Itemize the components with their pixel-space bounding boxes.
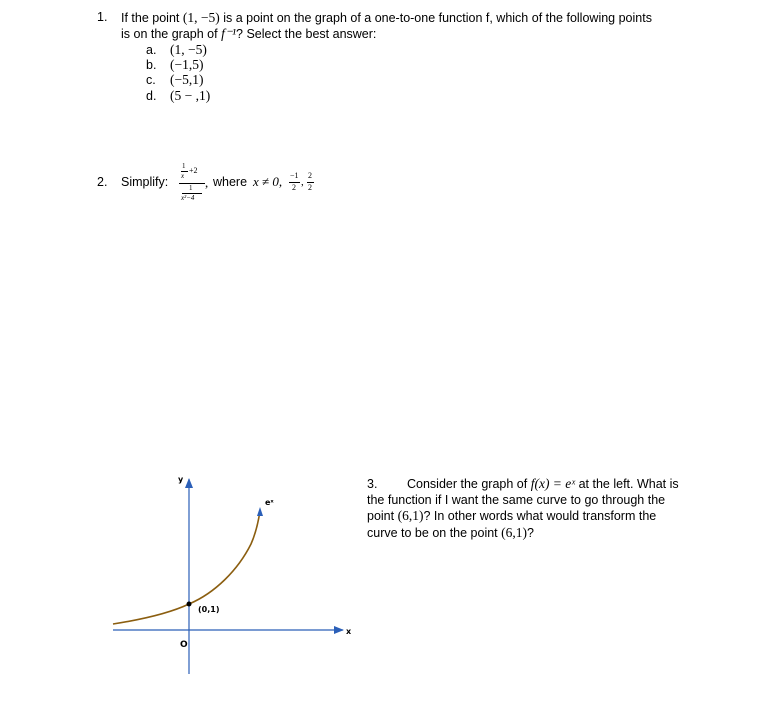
q3-text xyxy=(367,476,687,541)
choice-letter: b. xyxy=(146,58,157,72)
q2-c1-bottom: 2 xyxy=(292,183,296,192)
choice-value: (−1,5) xyxy=(170,57,204,72)
curve-arrowhead xyxy=(257,507,263,516)
curve-label: eˣ xyxy=(265,498,274,507)
q2-num-plus2: +2 xyxy=(189,166,198,175)
q3-text-c: ? In other words what would transform the curve to be on the point xyxy=(367,509,657,540)
q1-line2-prefix: is on the graph of xyxy=(121,27,218,41)
q2-c2-bottom: 2 xyxy=(308,183,312,192)
q1-line2-suffix: ? Select the best answer: xyxy=(236,27,377,41)
q1-inverse-function: f⁻¹ xyxy=(221,26,237,41)
q2-c1-top: −1 xyxy=(290,171,299,180)
choice-value: (5 − ,1) xyxy=(170,88,211,103)
q1-number: 1. xyxy=(97,10,108,24)
q2-den-bottom: x²−4 xyxy=(181,194,195,202)
point-0-1 xyxy=(187,602,192,607)
q3-function: f(x) = eˣ xyxy=(530,476,576,491)
q2-den-top: 1 xyxy=(189,184,193,192)
q1-text-prefix: If the point xyxy=(121,11,180,25)
point-label: (0,1) xyxy=(198,605,220,614)
q3-number: 3. xyxy=(367,477,378,491)
q3-text-b: at the left. What is the function if I want the same curve to go through the point xyxy=(367,477,679,523)
q2-where-text: where xyxy=(213,175,248,189)
q2-num-top: 1 xyxy=(182,162,186,170)
q3-text-d: ? xyxy=(527,525,534,540)
q2-c-comma: , xyxy=(301,176,304,188)
q3-point-1: (6,1) xyxy=(397,508,424,523)
origin-label: O xyxy=(180,640,188,650)
q1-text-line1 xyxy=(121,10,652,26)
exp-graph xyxy=(100,470,360,685)
q1-text-line2 xyxy=(121,26,376,42)
q3-text-a: Consider the graph of xyxy=(407,477,528,491)
q2-num-x: x xyxy=(181,172,185,180)
q2-condition: x ≠ 0, xyxy=(253,174,283,189)
q1-choice-c[interactable] xyxy=(146,72,203,88)
q1-point: (1, −5) xyxy=(182,10,220,25)
choice-letter: c. xyxy=(146,73,156,87)
choice-letter: d. xyxy=(146,89,157,103)
q2-number: 2. xyxy=(97,175,108,189)
choice-value: (−5,1) xyxy=(170,72,204,87)
q2-comma: , xyxy=(205,175,209,190)
choice-value: (1, −5) xyxy=(170,42,207,57)
q3-point-2: (6,1) xyxy=(501,524,528,540)
q1-choice-a[interactable] xyxy=(146,42,207,58)
choice-letter: a. xyxy=(146,43,157,57)
q2-label: Simplify: xyxy=(121,175,169,189)
x-axis-label: x xyxy=(346,627,352,636)
q2-c2-top: 2 xyxy=(308,171,312,180)
y-axis-label: y xyxy=(178,475,184,484)
q1-choice-d[interactable] xyxy=(146,88,210,104)
exp-curve xyxy=(113,511,260,624)
q1-text-suffix: is a point on the graph of a one-to-one function f, which of the following points xyxy=(223,11,652,25)
q1-choice-b[interactable] xyxy=(146,57,203,73)
